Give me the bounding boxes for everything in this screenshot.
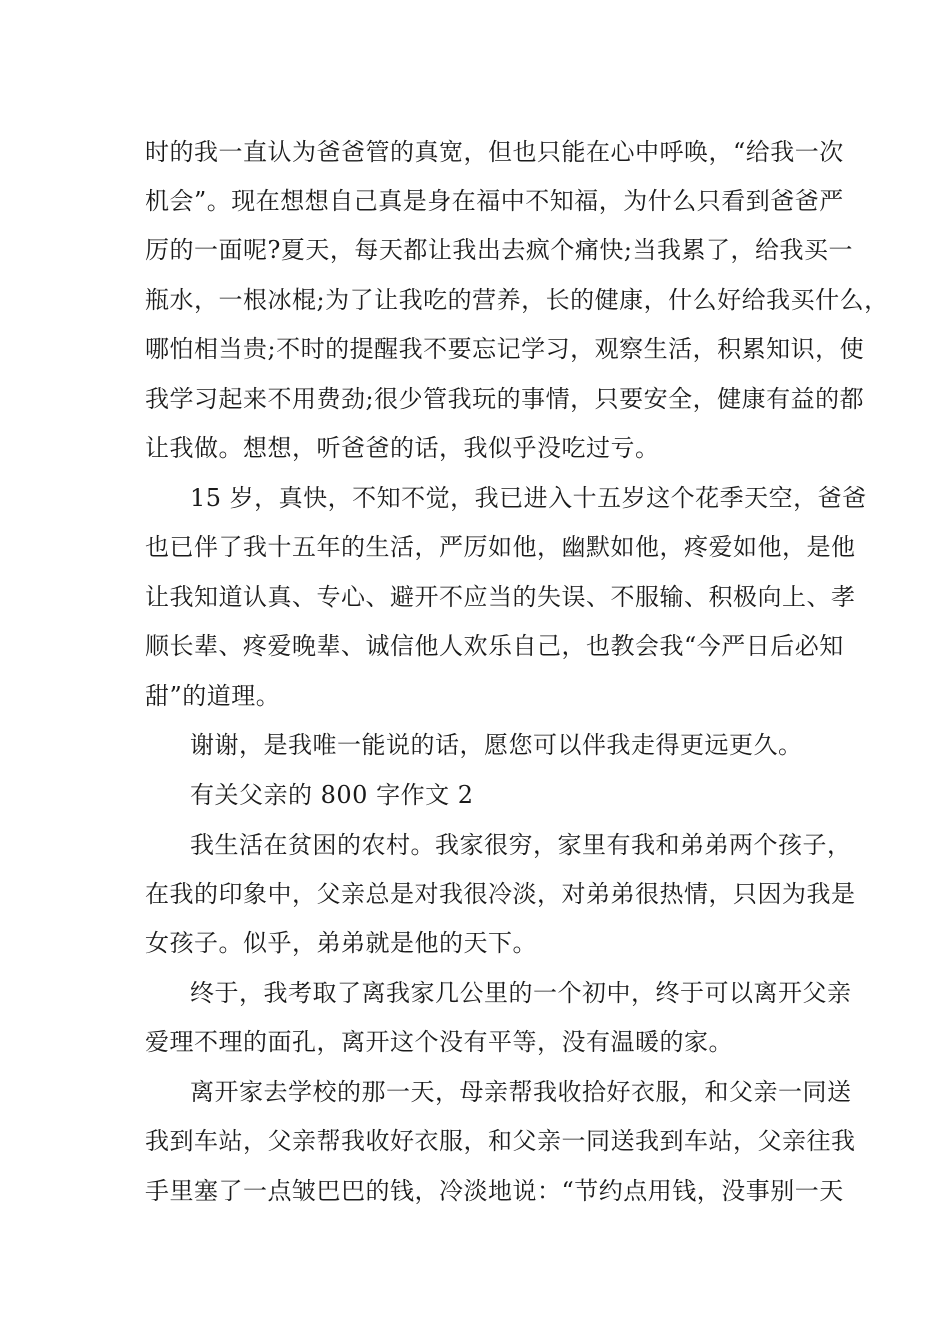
text-line: 手里塞了一点皱巴巴的钱，冷淡地说：“节约点用钱，没事别一天 — [145, 1177, 844, 1205]
text-line: 让我做。想想，听爸爸的话，我似乎没吃过亏。 — [145, 434, 660, 462]
text-line: 谢谢，是我唯一能说的话，愿您可以伴我走得更远更久。 — [190, 731, 803, 759]
text-line: 让我知道认真、专心、避开不应当的失误、不服输、积极向上、孝 — [145, 583, 856, 611]
text-line: 机会”。现在想想自己真是身在福中不知福，为什么只看到爸爸严 — [145, 187, 844, 215]
text-line: 甜”的道理。 — [145, 682, 281, 710]
text-line: 女孩子。似乎，弟弟就是他的天下。 — [145, 929, 537, 957]
text-line: 顺长辈、疼爱晚辈、诚信他人欢乐自己，也教会我“今严日后必知 — [145, 632, 844, 660]
text-line: 爱理不理的面孔，离开这个没有平等，没有温暖的家。 — [145, 1028, 733, 1056]
text-line: 我生活在贫困的农村。我家很穷，家里有我和弟弟两个孩子， — [190, 831, 852, 859]
section-heading: 有关父亲的 800 字作文 2 — [190, 781, 474, 809]
text-line: 在我的印象中，父亲总是对我很冷淡，对弟弟很热情，只因为我是 — [145, 880, 856, 908]
text-line: 瓶水，一根冰棍;为了让我吃的营养，长的健康，什么好给我买什么， — [145, 286, 889, 314]
text-line: 哪怕相当贵;不时的提醒我不要忘记学习，观察生活，积累知识，使 — [145, 335, 865, 363]
text-line: 我到车站，父亲帮我收好衣服，和父亲一同送我到车站，父亲往我 — [145, 1127, 856, 1155]
text-line: 厉的一面呢?夏天，每天都让我出去疯个痛快;当我累了，给我买一 — [145, 236, 853, 264]
text-line: 我学习起来不用费劲;很少管我玩的事情，只要安全，健康有益的都 — [145, 385, 865, 413]
text-line: 离开家去学校的那一天，母亲帮我收拾好衣服，和父亲一同送 — [190, 1078, 852, 1106]
text-line: 终于，我考取了离我家几公里的一个初中，终于可以离开父亲 — [190, 979, 852, 1007]
text-line: 时的我一直认为爸爸管的真宽，但也只能在心中呼唤，“给我一次 — [145, 138, 844, 166]
text-line: 也已伴了我十五年的生活，严厉如他，幽默如他，疼爱如他，是他 — [145, 533, 856, 561]
text-line: 15 岁，真快，不知不觉，我已进入十五岁这个花季天空，爸爸 — [190, 484, 867, 512]
